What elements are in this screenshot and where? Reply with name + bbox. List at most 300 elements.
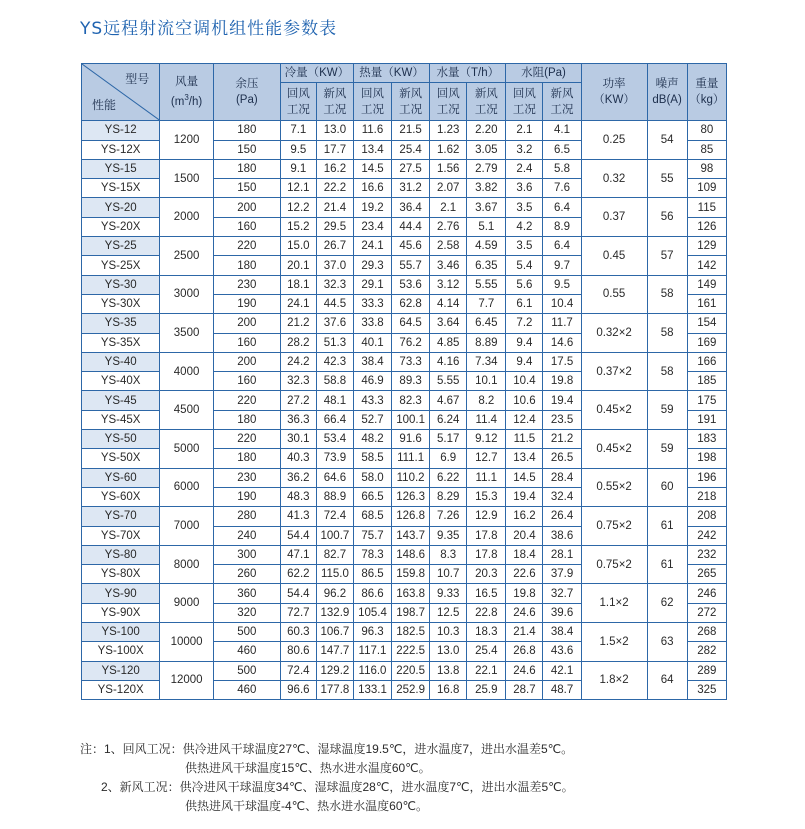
water-r-cell: 5.55 (430, 372, 467, 391)
res-r-cell: 11.5 (506, 430, 543, 449)
cool-f-cell: 73.9 (316, 449, 353, 468)
water-r-cell: 10.3 (430, 623, 467, 642)
heat-f-cell: 82.3 (392, 391, 430, 410)
pressure-cell: 240 (213, 526, 280, 545)
water-f-cell: 7.34 (467, 352, 506, 371)
power-cell: 1.5×2 (581, 623, 647, 662)
model-cell: YS-25X (82, 256, 160, 275)
res-r-cell: 24.6 (506, 603, 543, 622)
water-r-cell: 2.1 (430, 198, 467, 217)
weight-cell: 208 (687, 507, 726, 526)
res-f-cell: 11.7 (543, 314, 581, 333)
res-f-cell: 26.5 (543, 449, 581, 468)
heat-f-cell: 62.8 (392, 294, 430, 313)
weight-cell: 109 (687, 179, 726, 198)
heat-f-cell: 252.9 (392, 680, 430, 699)
res-f-cell: 6.4 (543, 198, 581, 217)
cool-r-cell: 60.3 (280, 623, 316, 642)
noise-cell: 58 (647, 314, 687, 353)
airflow-cell: 5000 (160, 430, 214, 469)
model-cell: YS-70X (82, 526, 160, 545)
heat-r-cell: 13.4 (353, 140, 391, 159)
water-f-cell: 2.20 (467, 121, 506, 140)
subheader-water-fresh: 新风 工况 (467, 83, 506, 121)
cool-r-cell: 36.3 (280, 410, 316, 429)
res-r-cell: 5.4 (506, 256, 543, 275)
power-cell: 0.32×2 (581, 314, 647, 353)
res-f-cell: 28.1 (543, 545, 581, 564)
cool-r-cell: 15.0 (280, 237, 316, 256)
cool-f-cell: 64.6 (316, 468, 353, 487)
heat-f-cell: 73.3 (392, 352, 430, 371)
cool-f-cell: 147.7 (316, 642, 353, 661)
cool-r-cell: 36.2 (280, 468, 316, 487)
cool-r-cell: 41.3 (280, 507, 316, 526)
airflow-cell: 6000 (160, 468, 214, 507)
pressure-cell: 190 (213, 487, 280, 506)
airflow-cell: 8000 (160, 545, 214, 584)
res-r-cell: 26.8 (506, 642, 543, 661)
pressure-cell: 180 (213, 256, 280, 275)
water-r-cell: 4.67 (430, 391, 467, 410)
heat-r-cell: 38.4 (353, 352, 391, 371)
model-cell: YS-30 (82, 275, 160, 294)
cool-r-cell: 30.1 (280, 430, 316, 449)
model-cell: YS-100 (82, 623, 160, 642)
heat-f-cell: 126.8 (392, 507, 430, 526)
airflow-cell: 2500 (160, 237, 214, 276)
res-r-cell: 24.6 (506, 661, 543, 680)
heat-r-cell: 40.1 (353, 333, 391, 352)
water-f-cell: 5.1 (467, 217, 506, 236)
cool-f-cell: 115.0 (316, 565, 353, 584)
heat-f-cell: 148.6 (392, 545, 430, 564)
weight-cell: 282 (687, 642, 726, 661)
water-r-cell: 8.29 (430, 487, 467, 506)
header-model-label: 型号 (125, 72, 150, 87)
water-f-cell: 4.59 (467, 237, 506, 256)
heat-r-cell: 78.3 (353, 545, 391, 564)
res-r-cell: 9.4 (506, 333, 543, 352)
cool-r-cell: 20.1 (280, 256, 316, 275)
heat-r-cell: 19.2 (353, 198, 391, 217)
cool-r-cell: 18.1 (280, 275, 316, 294)
pressure-cell: 260 (213, 565, 280, 584)
heat-f-cell: 159.8 (392, 565, 430, 584)
heat-f-cell: 182.5 (392, 623, 430, 642)
water-f-cell: 15.3 (467, 487, 506, 506)
res-f-cell: 32.4 (543, 487, 581, 506)
heat-r-cell: 46.9 (353, 372, 391, 391)
model-cell: YS-50X (82, 449, 160, 468)
cool-r-cell: 24.2 (280, 352, 316, 371)
water-f-cell: 3.67 (467, 198, 506, 217)
heat-r-cell: 24.1 (353, 237, 391, 256)
table-body (82, 121, 727, 700)
airflow-cell: 9000 (160, 584, 214, 623)
water-f-cell: 17.8 (467, 545, 506, 564)
cool-f-cell: 100.7 (316, 526, 353, 545)
heat-f-cell: 76.2 (392, 333, 430, 352)
airflow-cell: 7000 (160, 507, 214, 546)
airflow-cell: 3000 (160, 275, 214, 314)
model-cell: YS-80 (82, 545, 160, 564)
model-cell: YS-12 (82, 121, 160, 140)
water-r-cell: 9.33 (430, 584, 467, 603)
pressure-cell: 180 (213, 449, 280, 468)
pressure-cell: 280 (213, 507, 280, 526)
header-heating: 热量（KW） (353, 64, 429, 83)
cool-f-cell: 16.2 (316, 159, 353, 178)
pressure-cell: 160 (213, 217, 280, 236)
water-r-cell: 6.22 (430, 468, 467, 487)
res-r-cell: 22.6 (506, 565, 543, 584)
power-cell: 0.55 (581, 275, 647, 314)
model-cell: YS-35X (82, 333, 160, 352)
weight-cell: 126 (687, 217, 726, 236)
pressure-cell: 150 (213, 179, 280, 198)
model-cell: YS-100X (82, 642, 160, 661)
heat-r-cell: 14.5 (353, 159, 391, 178)
water-f-cell: 8.89 (467, 333, 506, 352)
weight-cell: 169 (687, 333, 726, 352)
res-f-cell: 28.4 (543, 468, 581, 487)
page-title: YS远程射流空调机组性能参数表 (80, 19, 338, 39)
noise-cell: 61 (647, 545, 687, 584)
power-cell: 0.45×2 (581, 391, 647, 430)
table-row (82, 275, 727, 294)
res-r-cell: 10.4 (506, 372, 543, 391)
heat-r-cell: 66.5 (353, 487, 391, 506)
model-cell: YS-30X (82, 294, 160, 313)
model-cell: YS-120X (82, 680, 160, 699)
cool-f-cell: 22.2 (316, 179, 353, 198)
heat-r-cell: 33.3 (353, 294, 391, 313)
model-cell: YS-15 (82, 159, 160, 178)
res-r-cell: 19.8 (506, 584, 543, 603)
res-r-cell: 28.7 (506, 680, 543, 699)
heat-f-cell: 31.2 (392, 179, 430, 198)
weight-cell: 232 (687, 545, 726, 564)
model-cell: YS-20X (82, 217, 160, 236)
heat-r-cell: 96.3 (353, 623, 391, 642)
weight-cell: 325 (687, 680, 726, 699)
model-cell: YS-120 (82, 661, 160, 680)
res-r-cell: 3.6 (506, 179, 543, 198)
performance-table (81, 63, 727, 700)
res-f-cell: 23.5 (543, 410, 581, 429)
water-r-cell: 13.8 (430, 661, 467, 680)
cool-r-cell: 12.2 (280, 198, 316, 217)
subheader-heating-return: 回风 工况 (353, 83, 391, 121)
weight-cell: 142 (687, 256, 726, 275)
note-line-1: 注：1、回风工况：供冷进风干球温度27℃、湿球温度19.5℃，进水温度7，进出水温差5℃。 (80, 742, 574, 756)
cool-r-cell: 9.1 (280, 159, 316, 178)
water-r-cell: 1.56 (430, 159, 467, 178)
weight-cell: 115 (687, 198, 726, 217)
power-cell: 0.32 (581, 159, 647, 198)
heat-r-cell: 33.8 (353, 314, 391, 333)
water-r-cell: 16.8 (430, 680, 467, 699)
cool-r-cell: 21.2 (280, 314, 316, 333)
heat-f-cell: 25.4 (392, 140, 430, 159)
heat-f-cell: 21.5 (392, 121, 430, 140)
pressure-cell: 200 (213, 314, 280, 333)
heat-f-cell: 55.7 (392, 256, 430, 275)
weight-cell: 218 (687, 487, 726, 506)
water-f-cell: 3.82 (467, 179, 506, 198)
cool-f-cell: 51.3 (316, 333, 353, 352)
heat-r-cell: 58.0 (353, 468, 391, 487)
res-f-cell: 38.4 (543, 623, 581, 642)
heat-f-cell: 111.1 (392, 449, 430, 468)
cool-f-cell: 48.1 (316, 391, 353, 410)
subheader-resistance-fresh: 新风 工况 (543, 83, 581, 121)
cool-f-cell: 53.4 (316, 430, 353, 449)
pressure-cell: 180 (213, 121, 280, 140)
table-row (82, 314, 727, 333)
weight-cell: 98 (687, 159, 726, 178)
pressure-cell: 190 (213, 294, 280, 313)
subheader-water-return: 回风 工况 (430, 83, 467, 121)
res-r-cell: 18.4 (506, 545, 543, 564)
weight-cell: 129 (687, 237, 726, 256)
noise-cell: 58 (647, 352, 687, 391)
water-r-cell: 4.16 (430, 352, 467, 371)
airflow-cell: 4500 (160, 391, 214, 430)
pressure-cell: 320 (213, 603, 280, 622)
pressure-cell: 230 (213, 275, 280, 294)
heat-r-cell: 75.7 (353, 526, 391, 545)
model-cell: YS-35 (82, 314, 160, 333)
model-cell: YS-70 (82, 507, 160, 526)
water-r-cell: 5.17 (430, 430, 467, 449)
res-r-cell: 3.5 (506, 237, 543, 256)
cool-r-cell: 40.3 (280, 449, 316, 468)
heat-r-cell: 52.7 (353, 410, 391, 429)
weight-cell: 175 (687, 391, 726, 410)
weight-cell: 149 (687, 275, 726, 294)
res-r-cell: 19.4 (506, 487, 543, 506)
cool-r-cell: 80.6 (280, 642, 316, 661)
pressure-cell: 180 (213, 159, 280, 178)
noise-cell: 58 (647, 275, 687, 314)
heat-f-cell: 163.8 (392, 584, 430, 603)
header-airflow: 风量 $(m^3/h)$ (160, 64, 214, 121)
water-f-cell: 5.55 (467, 275, 506, 294)
table-row (82, 391, 727, 410)
res-r-cell: 4.2 (506, 217, 543, 236)
res-f-cell: 17.5 (543, 352, 581, 371)
water-r-cell: 6.24 (430, 410, 467, 429)
heat-r-cell: 105.4 (353, 603, 391, 622)
weight-cell: 185 (687, 372, 726, 391)
res-f-cell: 32.7 (543, 584, 581, 603)
cool-r-cell: 48.3 (280, 487, 316, 506)
res-r-cell: 2.4 (506, 159, 543, 178)
water-r-cell: 2.76 (430, 217, 467, 236)
water-f-cell: 20.3 (467, 565, 506, 584)
cool-f-cell: 66.4 (316, 410, 353, 429)
heat-f-cell: 220.5 (392, 661, 430, 680)
res-f-cell: 19.8 (543, 372, 581, 391)
subheader-cooling-fresh: 新风 工况 (316, 83, 353, 121)
cool-f-cell: 29.5 (316, 217, 353, 236)
res-f-cell: 7.6 (543, 179, 581, 198)
table-row (82, 121, 727, 140)
pressure-cell: 220 (213, 391, 280, 410)
note-line-3: 2、新风工况：供冷进风干球温度34℃、湿球温度28℃，进水温度7℃，进出水温差5℃。 (101, 780, 574, 794)
notes-section (80, 740, 574, 816)
res-f-cell: 26.4 (543, 507, 581, 526)
power-cell: 0.55×2 (581, 468, 647, 507)
heat-f-cell: 91.6 (392, 430, 430, 449)
power-cell: 1.1×2 (581, 584, 647, 623)
heat-r-cell: 48.2 (353, 430, 391, 449)
heat-r-cell: 86.5 (353, 565, 391, 584)
cool-r-cell: 72.7 (280, 603, 316, 622)
water-r-cell: 2.58 (430, 237, 467, 256)
water-f-cell: 9.12 (467, 430, 506, 449)
noise-cell: 64 (647, 661, 687, 700)
model-cell: YS-12X (82, 140, 160, 159)
pressure-cell: 300 (213, 545, 280, 564)
model-cell: YS-60X (82, 487, 160, 506)
cool-f-cell: 32.3 (316, 275, 353, 294)
model-cell: YS-50 (82, 430, 160, 449)
res-f-cell: 48.7 (543, 680, 581, 699)
res-f-cell: 37.9 (543, 565, 581, 584)
heat-r-cell: 23.4 (353, 217, 391, 236)
res-r-cell: 9.4 (506, 352, 543, 371)
table-row (82, 623, 727, 642)
cool-r-cell: 7.1 (280, 121, 316, 140)
water-r-cell: 6.9 (430, 449, 467, 468)
noise-cell: 63 (647, 623, 687, 662)
header-water: 水量（T/h） (430, 64, 506, 83)
water-f-cell: 11.4 (467, 410, 506, 429)
cool-r-cell: 47.1 (280, 545, 316, 564)
header-noise: 噪声 dB(A) (647, 64, 687, 121)
heat-r-cell: 117.1 (353, 642, 391, 661)
noise-cell: 59 (647, 430, 687, 469)
weight-cell: 198 (687, 449, 726, 468)
water-r-cell: 4.14 (430, 294, 467, 313)
model-cell: YS-90 (82, 584, 160, 603)
res-f-cell: 10.4 (543, 294, 581, 313)
heat-f-cell: 126.3 (392, 487, 430, 506)
noise-cell: 56 (647, 198, 687, 237)
weight-cell: 85 (687, 140, 726, 159)
table-row (82, 237, 727, 256)
water-r-cell: 13.0 (430, 642, 467, 661)
cool-f-cell: 58.8 (316, 372, 353, 391)
res-f-cell: 5.8 (543, 159, 581, 178)
power-cell: 0.25 (581, 121, 647, 160)
pressure-cell: 220 (213, 430, 280, 449)
table-row (82, 430, 727, 449)
res-r-cell: 12.4 (506, 410, 543, 429)
res-f-cell: 8.9 (543, 217, 581, 236)
cool-f-cell: 82.7 (316, 545, 353, 564)
heat-f-cell: 110.2 (392, 468, 430, 487)
water-r-cell: 8.3 (430, 545, 467, 564)
heat-f-cell: 198.7 (392, 603, 430, 622)
airflow-cell: 10000 (160, 623, 214, 662)
airflow-cell: 2000 (160, 198, 214, 237)
table-row (82, 468, 727, 487)
model-cell: YS-40X (82, 372, 160, 391)
cool-f-cell: 13.0 (316, 121, 353, 140)
res-r-cell: 2.1 (506, 121, 543, 140)
subheader-cooling-return: 回风 工况 (280, 83, 316, 121)
heat-f-cell: 36.4 (392, 198, 430, 217)
res-r-cell: 16.2 (506, 507, 543, 526)
pressure-cell: 460 (213, 642, 280, 661)
power-cell: 0.75×2 (581, 507, 647, 546)
cool-f-cell: 37.6 (316, 314, 353, 333)
heat-f-cell: 27.5 (392, 159, 430, 178)
res-r-cell: 7.2 (506, 314, 543, 333)
weight-cell: 161 (687, 294, 726, 313)
cool-f-cell: 44.5 (316, 294, 353, 313)
water-f-cell: 25.4 (467, 642, 506, 661)
res-f-cell: 39.6 (543, 603, 581, 622)
water-f-cell: 8.2 (467, 391, 506, 410)
cool-f-cell: 37.0 (316, 256, 353, 275)
weight-cell: 196 (687, 468, 726, 487)
model-cell: YS-60 (82, 468, 160, 487)
water-f-cell: 7.7 (467, 294, 506, 313)
pressure-cell: 160 (213, 372, 280, 391)
weight-cell: 272 (687, 603, 726, 622)
cool-f-cell: 132.9 (316, 603, 353, 622)
cool-f-cell: 88.9 (316, 487, 353, 506)
subheader-heating-fresh: 新风 工况 (392, 83, 430, 121)
pressure-cell: 200 (213, 198, 280, 217)
pressure-cell: 200 (213, 352, 280, 371)
cool-f-cell: 42.3 (316, 352, 353, 371)
res-f-cell: 19.4 (543, 391, 581, 410)
cool-f-cell: 26.7 (316, 237, 353, 256)
subheader-resistance-return: 回风 工况 (506, 83, 543, 121)
power-cell: 0.75×2 (581, 545, 647, 584)
note-line-4: 供热进风干球温度-4℃、热水进水温度60℃。 (185, 799, 428, 813)
water-r-cell: 10.7 (430, 565, 467, 584)
heat-r-cell: 68.5 (353, 507, 391, 526)
heat-r-cell: 116.0 (353, 661, 391, 680)
pressure-cell: 230 (213, 468, 280, 487)
model-cell: YS-90X (82, 603, 160, 622)
airflow-cell: 1500 (160, 159, 214, 198)
cool-r-cell: 96.6 (280, 680, 316, 699)
water-f-cell: 3.05 (467, 140, 506, 159)
model-cell: YS-80X (82, 565, 160, 584)
water-r-cell: 2.07 (430, 179, 467, 198)
cool-r-cell: 24.1 (280, 294, 316, 313)
water-f-cell: 2.79 (467, 159, 506, 178)
heat-r-cell: 43.3 (353, 391, 391, 410)
table-row (82, 352, 727, 371)
water-f-cell: 22.8 (467, 603, 506, 622)
cool-f-cell: 21.4 (316, 198, 353, 217)
heat-f-cell: 222.5 (392, 642, 430, 661)
model-cell: YS-25 (82, 237, 160, 256)
res-f-cell: 14.6 (543, 333, 581, 352)
header-performance-label: 性能 (92, 98, 117, 113)
water-f-cell: 18.3 (467, 623, 506, 642)
noise-cell: 57 (647, 237, 687, 276)
